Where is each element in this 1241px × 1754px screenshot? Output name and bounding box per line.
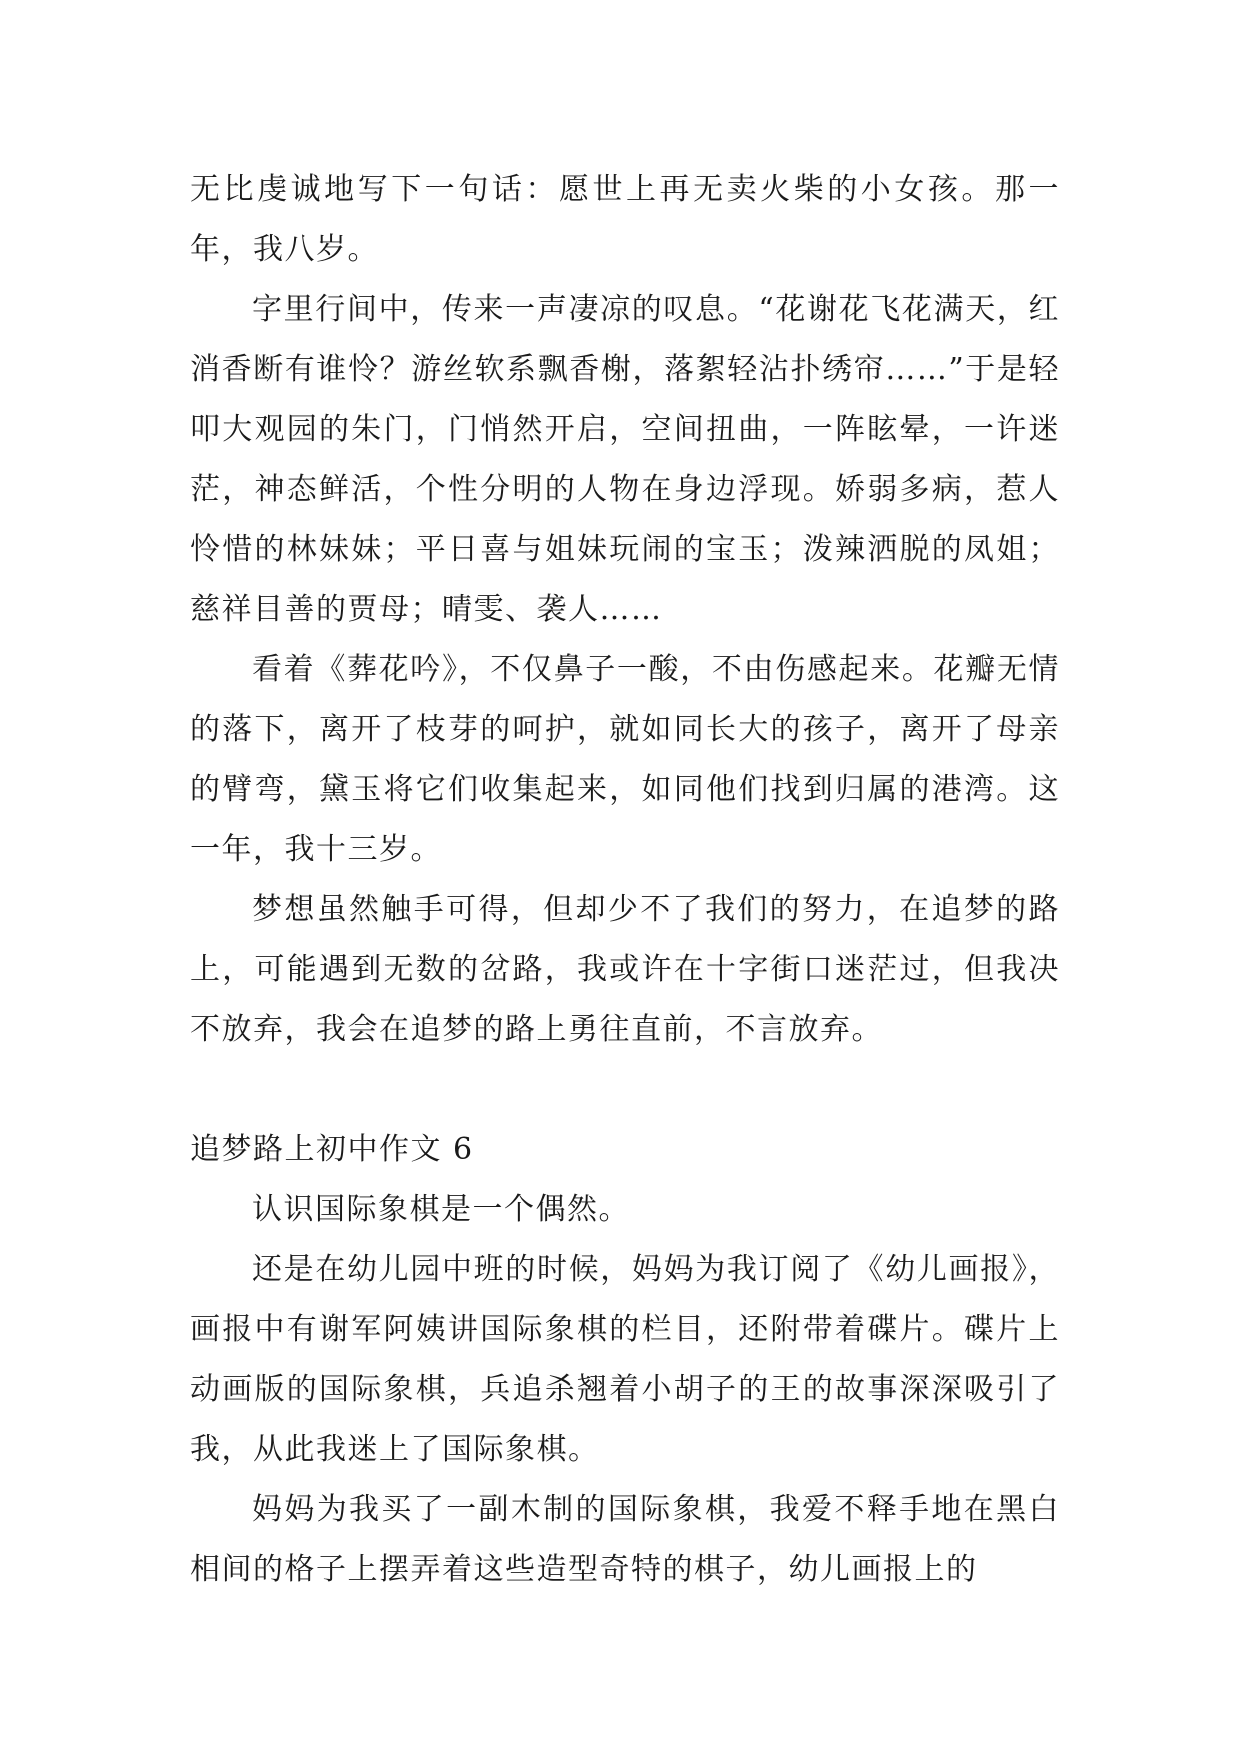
essay6-paragraph-2: 还是在幼儿园中班的时候，妈妈为我订阅了《幼儿画报》，画报中有谢军阿姨讲国际象棋的栏目，还附带着碟片。碟片上动画版的国际象棋，兵追杀翘着小胡子的王的故事深深吸引了我，从此我迷上了国际象棋。 (190, 1252, 1060, 1467)
essay5-paragraph-3: 看着《葬花吟》，不仅鼻子一酸，不由伤感起来。花瓣无情的落下，离开了枝芽的呵护，就如同长大的孩子，离开了母亲的臂弯，黛玉将它们收集起来，如同他们找到归属的港湾。这一年，我十三岁。 (190, 652, 1060, 867)
essay5-paragraph-1: 无比虔诚地写下一句话：愿世上再无卖火柴的小女孩。那一年，我八岁。 (190, 172, 1060, 267)
essay6-paragraph-1: 认识国际象棋是一个偶然。 (252, 1192, 630, 1227)
essay5-paragraph-4: 梦想虽然触手可得，但却少不了我们的努力，在追梦的路上，可能遇到无数的岔路，我或许在十字街口迷茫过，但我决不放弃，我会在追梦的路上勇往直前，不言放弃。 (190, 892, 1060, 1047)
document-page (190, 160, 1060, 1600)
essay6-paragraph-3: 妈妈为我买了一副木制的国际象棋，我爱不释手地在黑白相间的格子上摆弄着这些造型奇特的棋子，幼儿画报上的 (190, 1492, 1060, 1587)
essay5-paragraph-2: 字里行间中，传来一声凄凉的叹息。“花谢花飞花满天，红消香断有谁怜？游丝软系飘香榭，落絮轻沾扑绣帘……”于是轻叩大观园的朱门，门悄然开启，空间扭曲，一阵眩晕，一许迷茫，神态鲜活，个性分明的人物在身边浮现。娇弱多病，惹人怜惜的林妹妹；平日喜与姐妹玩闹的宝玉；泼辣洒脱的凤姐；慈祥目善的贾母；晴雯、袭人…… (190, 292, 1060, 627)
essay6-title: 追梦路上初中作文 6 (190, 1132, 474, 1167)
